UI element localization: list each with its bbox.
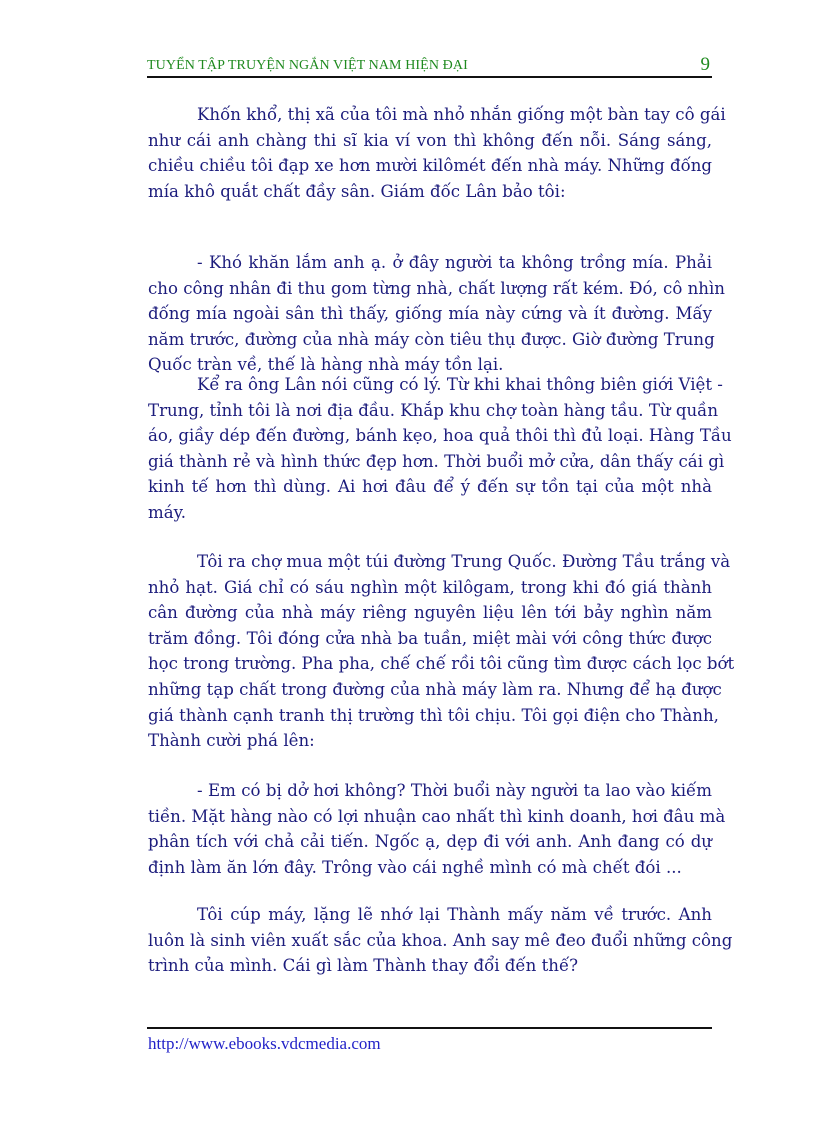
text-line: máy. (148, 502, 187, 522)
text-line: định làm ăn lớn đây. Trông vào cái nghề mình có mà chết đói ... (148, 857, 682, 877)
text-line: học trong trường. Pha pha, chế chế rồi tôi cũng tìm được cách lọc bớt (148, 654, 735, 674)
text-line: Kể ra ông Lân nói cũng có lý. Từ khi khai thông biên giới Việt - (197, 375, 723, 394)
text-line: trăm đồng. Tôi đóng cửa nhà ba tuần, miệt mài với công thức được (148, 628, 712, 648)
text-line: mía khô quắt chất đầy sân. Giám đốc Lân bảo tôi: (148, 181, 566, 201)
text-line: những tạp chất trong đường của nhà máy làm ra. Nhưng để hạ được (148, 679, 722, 699)
paragraph (148, 372, 732, 526)
text-line: kinh tế hơn thì dùng. Ai hơi đâu để ý đến sự tồn tại của một nhà (148, 477, 712, 497)
text-line: giá thành cạnh tranh thị trường thì tôi chịu. Tôi gọi điện cho Thành, (148, 705, 719, 725)
text-line: chiều chiều tôi đạp xe hơn mười kilômét đến nhà máy. Những đống (148, 156, 713, 176)
text-line: cho công nhân đi thu gom từng nhà, chất lượng rất kém. Đó, cô nhìn (148, 278, 725, 298)
text-line: giá thành rẻ và hình thức đẹp hơn. Thời buổi mở cửa, dân thấy cái gì (148, 451, 725, 471)
paragraph (148, 250, 725, 378)
text-line: Trung, tỉnh tôi là nơi địa đầu. Khắp khu chợ toàn hàng tầu. Từ quần (148, 400, 719, 420)
footer-divider (147, 1027, 712, 1029)
text-line: Tôi cúp máy, lặng lẽ nhớ lại Thành mấy năm về trước. Anh (197, 905, 712, 924)
text-line: Khốn khổ, thị xã của tôi mà nhỏ nhắn giống một bàn tay cô gái (197, 105, 726, 124)
text-line: trình của mình. Cái gì làm Thành thay đổi đến thế? (148, 956, 579, 976)
book-title: TUYỂN TẬP TRUYỆN NGẮN VIỆT NAM HIỆN ĐẠI (147, 58, 468, 73)
paragraph (148, 549, 735, 754)
text-line: - Khó khăn lắm anh ạ. ở đây người ta không trồng mía. Phải (197, 253, 712, 272)
text-line: áo, giầy dép đến đường, bánh kẹo, hoa quả thôi thì đủ loại. Hàng Tầu (148, 426, 732, 446)
text-line: Tôi ra chợ mua một túi đường Trung Quốc. Đường Tầu trắng và (197, 552, 731, 571)
text-line: cân đường của nhà máy riêng nguyên liệu lên tới bảy nghìn năm (148, 603, 712, 623)
footer-link[interactable]: http://www.ebooks.vdcmedia.com (148, 1034, 381, 1053)
page-number: 9 (700, 54, 710, 75)
text-line: phân tích với chả cải tiến. Ngốc ạ, dẹp đi với anh. Anh đang có dự (148, 832, 712, 852)
text-line: như cái anh chàng thi sĩ kia ví von thì không đến nỗi. Sáng sáng, (148, 130, 712, 150)
text-line: - Em có bị dở hơi không? Thời buổi này người ta lao vào kiếm (197, 781, 712, 800)
header-divider (147, 76, 712, 78)
text-line: năm trước, đường của nhà máy còn tiêu thụ được. Giờ đường Trung (148, 329, 715, 349)
paragraph (148, 778, 726, 880)
text-line: Thành cười phá lên: (148, 731, 315, 751)
text-line: nhỏ hạt. Giá chỉ có sáu nghìn một kilôgam, trong khi đó giá thành (148, 577, 712, 597)
text-line: đống mía ngoài sân thì thấy, giống mía này cứng và ít đường. Mấy (148, 304, 712, 324)
paragraph (148, 102, 726, 204)
text-line: tiền. Mặt hàng nào có lợi nhuận cao nhất thì kinh doanh, hơi đâu mà (148, 806, 726, 826)
paragraph (148, 902, 733, 979)
text-line: Quốc tràn về, thế là hàng nhà máy tồn lại. (148, 355, 504, 375)
text-line: luôn là sinh viên xuất sắc của khoa. Anh say mê đeo đuổi những công (148, 930, 733, 950)
running-header (147, 56, 712, 76)
